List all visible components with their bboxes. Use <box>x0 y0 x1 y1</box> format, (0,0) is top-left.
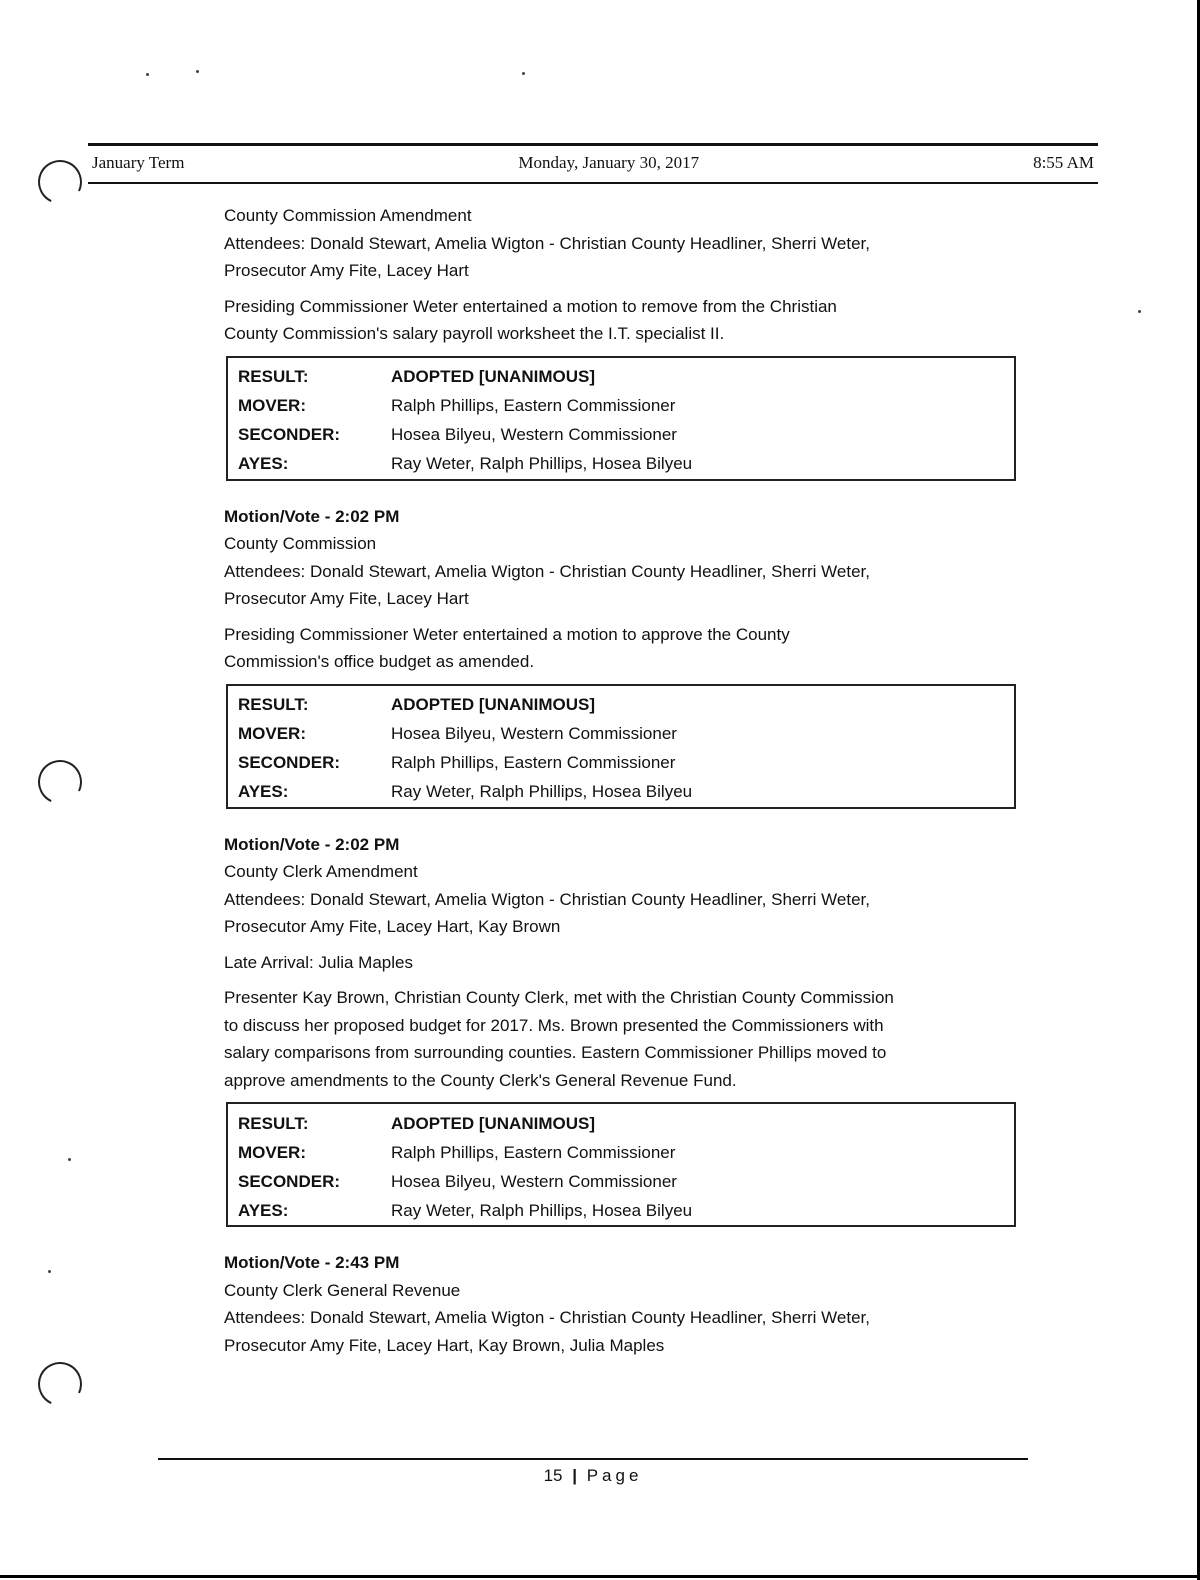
vote-label: MOVER: <box>238 396 306 416</box>
motion-heading: Motion/Vote - 2:02 PM <box>224 506 400 526</box>
vote-row-seconder <box>238 421 1004 450</box>
attendees-line: Prosecutor Amy Fite, Lacey Hart <box>224 261 469 280</box>
header-date: Monday, January 30, 2017 <box>518 153 700 172</box>
body-line: to discuss her proposed budget for 2017. Ms. Brown presented the Commissioners with <box>224 1015 884 1035</box>
vote-row-ayes <box>238 1196 1004 1225</box>
motion-section <box>224 1249 1024 1359</box>
page-header <box>88 143 1098 184</box>
motion-section <box>224 831 1024 1228</box>
spacer <box>224 285 1024 293</box>
page-number-line <box>158 1466 1028 1486</box>
item-title: County Clerk Amendment <box>224 862 418 881</box>
vote-row-ayes <box>238 450 1004 479</box>
vote-seconder-value: Ralph Phillips, Eastern Commissioner <box>391 753 676 773</box>
vote-row-mover <box>238 720 1004 749</box>
vote-ayes-value: Ray Weter, Ralph Phillips, Hosea Bilyeu <box>391 782 693 802</box>
vote-label: RESULT: <box>238 1113 309 1133</box>
vote-label: RESULT: <box>238 695 309 715</box>
attendees-line: Attendees: Donald Stewart, Amelia Wigton - Christian County Headliner, Sherri Weter, <box>224 233 870 253</box>
vote-result-table <box>226 684 1016 809</box>
body-line: approve amendments to the County Clerk's General Revenue Fund. <box>224 1070 737 1090</box>
scan-speck <box>522 72 525 75</box>
body-line: County Commission's salary payroll worksheet the I.T. specialist II. <box>224 324 725 343</box>
vote-row-seconder <box>238 1167 1004 1196</box>
item-title: County Clerk General Revenue <box>224 1280 461 1300</box>
attendees-line: Attendees: Donald Stewart, Amelia Wigton - Christian County Headliner, Sherri Weter, <box>224 561 870 581</box>
spacer <box>224 941 1024 949</box>
motion-section <box>224 503 1024 809</box>
body-line: Presiding Commissioner Weter entertained a motion to approve the County <box>224 624 790 644</box>
vote-label: AYES: <box>238 1200 289 1220</box>
vote-label: AYES: <box>238 454 289 474</box>
vote-label: RESULT: <box>238 367 309 387</box>
vote-label: SECONDER: <box>238 1171 341 1191</box>
page-border-bottom <box>0 1575 1200 1578</box>
vote-mover-value: Ralph Phillips, Eastern Commissioner <box>391 396 676 416</box>
intro-section <box>224 202 1024 481</box>
vote-label: AYES: <box>238 782 289 802</box>
vote-label: SECONDER: <box>238 753 341 773</box>
vote-label: MOVER: <box>238 1142 306 1162</box>
attendees-line: Prosecutor Amy Fite, Lacey Hart, Kay Brown <box>224 917 561 936</box>
vote-result-value: ADOPTED [UNANIMOUS] <box>391 367 595 387</box>
scan-speck <box>68 1158 71 1161</box>
vote-mover-value: Hosea Bilyeu, Western Commissioner <box>391 724 677 744</box>
minutes-content <box>224 202 1024 1359</box>
vote-seconder-value: Hosea Bilyeu, Western Commissioner <box>391 425 677 445</box>
vote-result-value: ADOPTED [UNANIMOUS] <box>391 1113 595 1133</box>
vote-row-ayes <box>238 778 1004 807</box>
body-line: Commission's office budget as amended. <box>224 652 535 671</box>
vote-ayes-value: Ray Weter, Ralph Phillips, Hosea Bilyeu <box>391 454 693 474</box>
page-separator: | <box>572 1466 577 1485</box>
vote-ayes-value: Ray Weter, Ralph Phillips, Hosea Bilyeu <box>391 1200 693 1220</box>
scan-speck <box>196 70 199 73</box>
page-number: 15 <box>543 1466 563 1485</box>
binder-hole-top <box>32 154 88 210</box>
vote-result-table <box>226 1102 1016 1227</box>
vote-label: MOVER: <box>238 724 306 744</box>
header-time: 8:55 AM <box>1033 153 1094 172</box>
spacer <box>224 613 1024 621</box>
page-footer <box>158 1458 1028 1486</box>
attendees-line: Prosecutor Amy Fite, Lacey Hart <box>224 589 469 608</box>
header-row <box>88 146 1098 180</box>
header-rule-bottom <box>88 182 1098 184</box>
vote-label: SECONDER: <box>238 425 341 445</box>
scan-speck <box>48 1270 51 1273</box>
vote-result-value: ADOPTED [UNANIMOUS] <box>391 695 595 715</box>
body-line: Presenter Kay Brown, Christian County Clerk, met with the Christian County Commission <box>224 988 894 1007</box>
vote-row-result <box>238 363 1004 392</box>
scan-speck <box>146 73 149 76</box>
item-title: County Commission <box>224 534 377 553</box>
spacer <box>224 976 1024 984</box>
binder-hole-middle <box>32 754 88 810</box>
vote-mover-value: Ralph Phillips, Eastern Commissioner <box>391 1142 676 1162</box>
vote-row-mover <box>238 1138 1004 1167</box>
footer-rule <box>158 1458 1028 1460</box>
binder-hole-bottom <box>32 1356 88 1412</box>
attendees-line: Prosecutor Amy Fite, Lacey Hart, Kay Brown, Julia Maples <box>224 1335 665 1355</box>
body-line: Presiding Commissioner Weter entertained a motion to remove from the Christian <box>224 296 837 316</box>
item-title: County Commission Amendment <box>224 206 472 225</box>
vote-row-result <box>238 691 1004 720</box>
vote-row-result <box>238 1109 1004 1138</box>
vote-result-table <box>226 356 1016 481</box>
vote-seconder-value: Hosea Bilyeu, Western Commissioner <box>391 1171 677 1191</box>
vote-row-seconder <box>238 749 1004 778</box>
vote-row-mover <box>238 392 1004 421</box>
scan-speck <box>1138 310 1141 313</box>
header-term: January Term <box>92 153 185 172</box>
motion-heading: Motion/Vote - 2:43 PM <box>224 1253 400 1272</box>
attendees-line: Attendees: Donald Stewart, Amelia Wigton - Christian County Headliner, Sherri Weter, <box>224 889 870 909</box>
attendees-line: Attendees: Donald Stewart, Amelia Wigton - Christian County Headliner, Sherri Weter, <box>224 1308 870 1327</box>
late-arrival: Late Arrival: Julia Maples <box>224 952 413 972</box>
motion-heading: Motion/Vote - 2:02 PM <box>224 834 400 854</box>
page-word: Page <box>586 1466 643 1485</box>
body-line: salary comparisons from surrounding counties. Eastern Commissioner Phillips moved to <box>224 1043 887 1062</box>
